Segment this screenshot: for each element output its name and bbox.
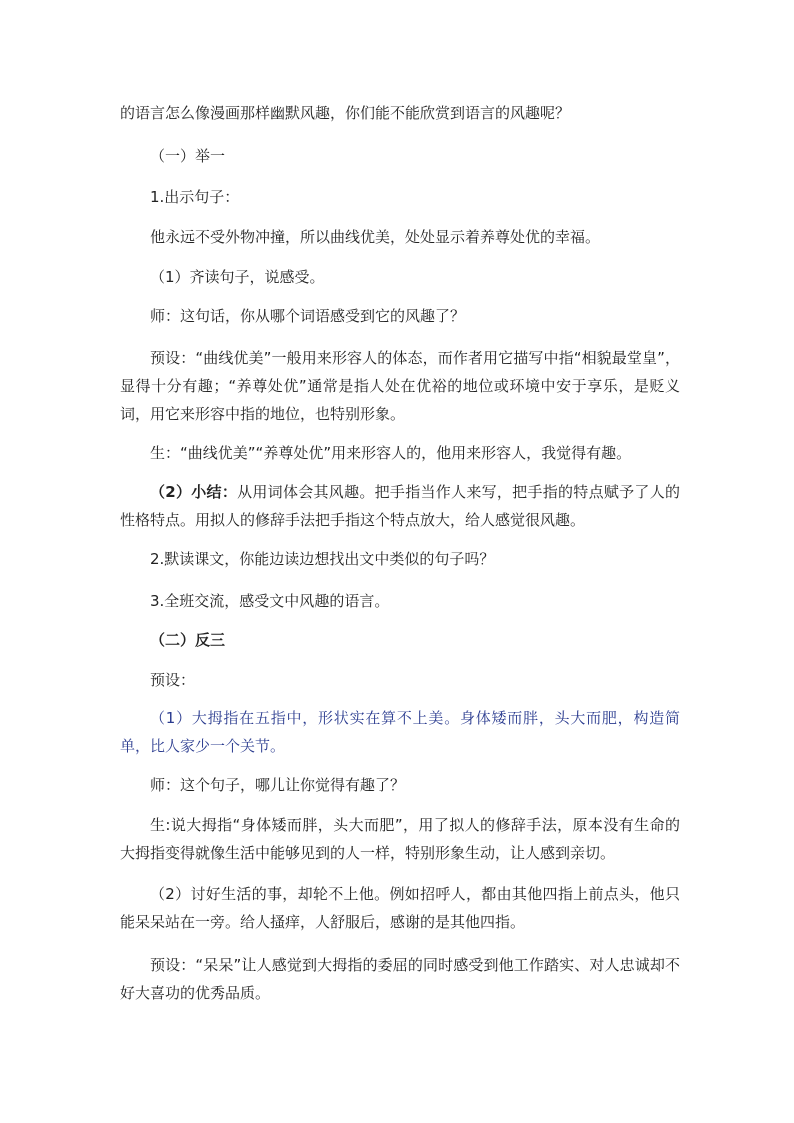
text-line: （1）齐读句子，说感受。 (150, 268, 325, 286)
summary-label: （2）小结： (150, 483, 238, 501)
section-heading: （二）反三 (150, 631, 226, 649)
preset-answer: 预设：“曲线优美”一般用来形容人的体态，而作者用它描写中指“相貌最堂皇”，显得十分有趣；“养尊处优”通常是指人处在优裕的地位或环境中安于享乐，是贬义词，用它来形容中指的地位，也特别形象。 (120, 349, 680, 423)
text-line: 的语言怎么像漫画那样幽默风趣，你们能不能欣赏到语言的风趣呢？ (120, 104, 571, 122)
example-sentence: 他永远不受外物冲撞，所以曲线优美，处处显示着养尊处优的幸福。 (150, 228, 601, 246)
preset-answer: 预设：“呆呆”让人感觉到大拇指的委屈的同时感受到他工作踏实、对人忠诚却不好大喜功的优秀品质。 (120, 956, 680, 1002)
example-sentence: （1）大拇指在五指中，形状实在算不上美。身体矮而胖，头大而肥，构造简单，比人家少一个关节。 (120, 709, 680, 755)
text-line: 预设： (150, 671, 196, 689)
student-answer: 生：“曲线优美”“养尊处优”用来形容人的，他用来形容人，我觉得有趣。 (150, 444, 632, 462)
student-answer: 生:说大拇指“身体矮而胖，头大而肥”，用了拟人的修辞手法，原本没有生命的大拇指变得就像生活中能够见到的人一样，特别形象生动，让人感到亲切。 (120, 816, 680, 862)
summary-text: 从用词体会其风趣。把手指当作人来写，把手指的特点赋予了人的性格特点。用拟人的修辞手法把手指这个特点放大，给人感觉很风趣。 (120, 483, 680, 529)
text-line: 2.默读课文，你能边读边想找出文中类似的句子吗？ (150, 550, 495, 568)
summary-paragraph (120, 478, 680, 534)
text-line: 1.出示句子： (150, 188, 240, 206)
teacher-question: 师：这句话，你从哪个词语感受到它的风趣了？ (150, 307, 466, 325)
text-line: 3.全班交流，感受文中风趣的语言。 (150, 592, 390, 610)
example-sentence: （2）讨好生活的事，却轮不上他。例如招呼人，都由其他四指上前点头，他只能呆呆站在一旁。给人搔痒，人舒服后，感谢的是其他四指。 (120, 885, 680, 931)
teacher-question: 师：这个句子，哪儿让你觉得有趣了？ (150, 776, 406, 794)
section-heading: （一）举一 (150, 147, 226, 165)
